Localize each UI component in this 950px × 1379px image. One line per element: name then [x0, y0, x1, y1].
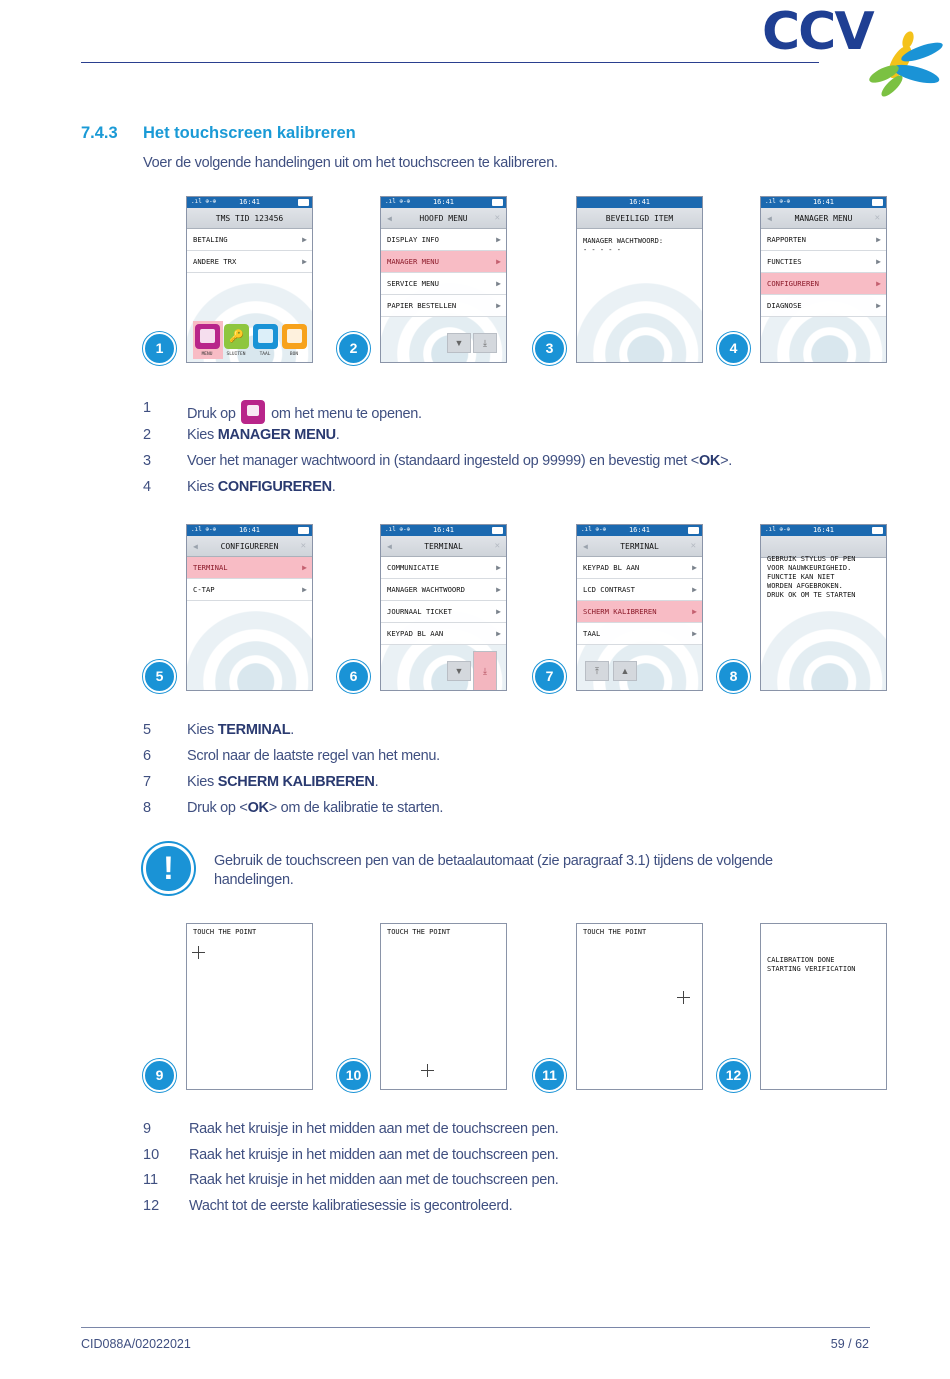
menu-row[interactable]: KEYPAD BL AAN ▶: [381, 623, 506, 645]
app-label: SLUITEN: [226, 352, 246, 357]
step-number: 1: [143, 400, 152, 416]
terminal-screen-8: [760, 524, 887, 691]
status-bar: .ıl ⊕-⊕ 16:41: [577, 525, 702, 536]
menu-row[interactable]: RAPPORTEN ▶: [761, 229, 886, 251]
menu-row[interactable]: DIAGNOSE ▶: [761, 295, 886, 317]
crosshair-icon[interactable]: [677, 991, 690, 1004]
step-badge: 10: [337, 1059, 370, 1092]
scroll-top-icon[interactable]: ⤒: [585, 661, 609, 681]
step-number: 12: [143, 1198, 160, 1214]
close-icon: ✕: [494, 213, 500, 223]
battery-icon: [872, 527, 883, 534]
flag-app-icon[interactable]: [253, 324, 278, 349]
arrow-right-icon: ▶: [496, 629, 501, 638]
calibration-prompt: TOUCH THE POINT: [583, 928, 647, 936]
step-text: Kies CONFIGUREREN.: [187, 479, 336, 495]
terminal-screen-6: [380, 524, 507, 691]
step-badge: 1: [143, 332, 176, 365]
arrow-right-icon: ▶: [302, 257, 307, 266]
key-app-icon[interactable]: 🔑: [224, 324, 249, 349]
app-label: TAAL: [259, 352, 271, 357]
screen-title: ◀ CONFIGUREREN ✕: [187, 536, 312, 557]
battery-icon: [492, 527, 503, 534]
crosshair-icon[interactable]: [192, 946, 205, 959]
status-bar: .ıl ⊕-⊕ 16:41: [761, 197, 886, 208]
crosshair-icon[interactable]: [421, 1064, 434, 1077]
battery-icon: [298, 527, 309, 534]
step-badge: 7: [533, 660, 566, 693]
battery-icon: [872, 199, 883, 206]
scroll-down-icon[interactable]: ▼: [447, 661, 471, 681]
intro-text: Voer de volgende handelingen uit om het touchscreen te kalibreren.: [143, 155, 558, 171]
menu-row[interactable]: KEYPAD BL AAN ▶: [577, 557, 702, 579]
arrow-right-icon: ▶: [496, 563, 501, 572]
step-badge: 6: [337, 660, 370, 693]
arrow-right-icon: ▶: [692, 629, 697, 638]
menu-row-selected[interactable]: MANAGER MENU ▶: [381, 251, 506, 273]
step-number: 7: [143, 774, 152, 790]
arrow-right-icon: ▶: [302, 563, 307, 572]
document-id: CID088A/02022021: [81, 1337, 191, 1351]
step-number: 8: [143, 800, 152, 816]
step-number: 2: [143, 427, 152, 443]
logo-flower-icon: [840, 22, 950, 97]
password-field[interactable]: - - - - -: [583, 246, 621, 254]
close-icon: ✕: [300, 541, 306, 551]
back-icon: ◀: [583, 542, 588, 551]
section-title: Het touchscreen kalibreren: [143, 124, 356, 142]
status-bar: .ıl ⊕-⊕ 16:41: [187, 197, 312, 208]
step-number: 10: [143, 1147, 160, 1163]
status-bar: .ıl ⊕-⊕ 16:41: [187, 525, 312, 536]
battery-icon: [492, 199, 503, 206]
note-text: Gebruik de touchscreen pen van de betaalautomaat (zie paragraaf 3.1) tijdens de volgende handelingen.: [214, 853, 773, 888]
back-icon: ◀: [767, 214, 772, 223]
arrow-right-icon: ▶: [496, 585, 501, 594]
menu-row[interactable]: C-TAP ▶: [187, 579, 312, 601]
back-icon: ◀: [387, 214, 392, 223]
menu-row[interactable]: SERVICE MENU ▶: [381, 273, 506, 295]
arrow-right-icon: ▶: [876, 235, 881, 244]
app-label: BON: [289, 352, 299, 357]
step-text: Scrol naar de laatste regel van het menu.: [187, 748, 440, 764]
step-badge: 11: [533, 1059, 566, 1092]
menu-row[interactable]: BETALING ▶: [187, 229, 312, 251]
arrow-right-icon: ▶: [496, 257, 501, 266]
footer-rule: [81, 1327, 870, 1328]
status-bar: .ıl ⊕-⊕ 16:41: [381, 525, 506, 536]
step-number: 5: [143, 722, 152, 738]
arrow-right-icon: ▶: [876, 257, 881, 266]
arrow-right-icon: ▶: [876, 301, 881, 310]
step-badge: 4: [717, 332, 750, 365]
menu-row[interactable]: COMMUNICATIE ▶: [381, 557, 506, 579]
step-text: Druk op om het menu te openen.: [187, 400, 422, 424]
step-number: 11: [143, 1172, 159, 1188]
terminal-screen-2: [380, 196, 507, 363]
arrow-right-icon: ▶: [876, 279, 881, 288]
menu-row[interactable]: JOURNAAL TICKET ▶: [381, 601, 506, 623]
menu-app-icon[interactable]: [195, 324, 220, 349]
calibration-screen-11: [576, 923, 703, 1090]
app-label: MENU: [201, 352, 213, 357]
step-text: Kies TERMINAL.: [187, 722, 294, 738]
arrow-right-icon: ▶: [496, 607, 501, 616]
step-badge: 8: [717, 660, 750, 693]
arrow-right-icon: ▶: [496, 235, 501, 244]
calibration-screen-9: [186, 923, 313, 1090]
step-text: Raak het kruisje in het midden aan met de touchscreen pen.: [189, 1147, 559, 1163]
step-text: Raak het kruisje in het midden aan met de touchscreen pen.: [189, 1121, 559, 1137]
printer-app-icon[interactable]: [282, 324, 307, 349]
menu-row[interactable]: DISPLAY INFO ▶: [381, 229, 506, 251]
arrow-right-icon: ▶: [496, 279, 501, 288]
step-text: Wacht tot de eerste kalibratiesessie is gecontroleerd.: [189, 1198, 513, 1214]
logo-text: CCV: [762, 2, 873, 62]
menu-row[interactable]: FUNCTIES ▶: [761, 251, 886, 273]
battery-icon: [298, 199, 309, 206]
menu-row[interactable]: LCD CONTRAST ▶: [577, 579, 702, 601]
calibration-prompt: TOUCH THE POINT: [387, 928, 451, 936]
scroll-down-icon[interactable]: ▼: [447, 333, 471, 353]
scroll-up-icon[interactable]: ▲: [613, 661, 637, 681]
terminal-screen-1: [186, 196, 313, 363]
back-icon: ◀: [193, 542, 198, 551]
status-bar: 16:41: [577, 197, 702, 208]
close-icon: ✕: [690, 541, 696, 551]
step-badge: 5: [143, 660, 176, 693]
warning-icon: !: [143, 843, 194, 894]
close-icon: ✕: [874, 213, 880, 223]
arrow-right-icon: ▶: [302, 235, 307, 244]
arrow-right-icon: ▶: [692, 585, 697, 594]
scroll-end-icon[interactable]: ⤓: [473, 651, 497, 691]
status-bar: .ıl ⊕-⊕ 16:41: [381, 197, 506, 208]
step-number: 6: [143, 748, 152, 764]
terminal-screen-7: [576, 524, 703, 691]
close-icon: ✕: [494, 541, 500, 551]
terminal-screen-4: [760, 196, 887, 363]
scroll-end-icon[interactable]: ⤓: [473, 333, 497, 353]
screen-title: ◀ HOOFD MENU ✕: [381, 208, 506, 229]
step-text: Kies SCHERM KALIBREREN.: [187, 774, 379, 790]
page-number: 59 / 62: [830, 1337, 869, 1351]
menu-row-selected[interactable]: CONFIGUREREN ▶: [761, 273, 886, 295]
arrow-right-icon: ▶: [302, 585, 307, 594]
screen-title: ◀ TERMINAL ✕: [381, 536, 506, 557]
menu-row[interactable]: ANDERE TRX ▶: [187, 251, 312, 273]
step-text: Raak het kruisje in het midden aan met de touchscreen pen.: [189, 1172, 559, 1188]
menu-row[interactable]: MANAGER WACHTWOORD ▶: [381, 579, 506, 601]
header-rule: [81, 62, 819, 63]
calibration-screen-10: [380, 923, 507, 1090]
terminal-screen-3: [576, 196, 703, 363]
menu-row[interactable]: PAPIER BESTELLEN ▶: [381, 295, 506, 317]
step-number: 3: [143, 453, 152, 469]
step-number: 9: [143, 1121, 152, 1137]
screen-title: ◀ TERMINAL ✕: [577, 536, 702, 557]
menu-row-selected[interactable]: SCHERM KALIBREREN ▶: [577, 601, 702, 623]
ccv-logo: [762, 2, 947, 94]
step-badge: 3: [533, 332, 566, 365]
password-prompt: MANAGER WACHTWOORD: - - - - -: [577, 229, 702, 261]
back-icon: ◀: [387, 542, 392, 551]
menu-row-selected[interactable]: TERMINAL ▶: [187, 557, 312, 579]
step-badge: 2: [337, 332, 370, 365]
step-badge: 9: [143, 1059, 176, 1092]
status-bar: .ıl ⊕-⊕ 16:41: [761, 525, 886, 536]
section-number: 7.4.3: [81, 124, 118, 142]
arrow-right-icon: ▶: [692, 607, 697, 616]
arrow-right-icon: ▶: [496, 301, 501, 310]
calibration-done-message: CALIBRATION DONE STARTING VERIFICATION: [767, 956, 856, 973]
screen-title: TMS TID 123456: [187, 208, 312, 229]
arrow-right-icon: ▶: [692, 563, 697, 572]
terminal-screen-5: [186, 524, 313, 691]
calibration-screen-12: [760, 923, 887, 1090]
instruction-message: GEBRUIK STYLUS OF PEN VOOR NAUWKEURIGHEID. FUNCTIE KAN NIET WORDEN AFGEBROKEN. DRUK OK OM TE STARTEN: [767, 555, 856, 599]
step-number: 4: [143, 479, 152, 495]
screen-title: ◀ MANAGER MENU ✕: [761, 208, 886, 229]
step-badge: 12: [717, 1059, 750, 1092]
step-text: Voer het manager wachtwoord in (standaard ingesteld op 99999) en bevestig met <OK>.: [187, 453, 732, 469]
battery-icon: [688, 527, 699, 534]
step-text: Kies MANAGER MENU.: [187, 427, 340, 443]
calibration-prompt: TOUCH THE POINT: [193, 928, 257, 936]
step-text: Druk op <OK> om de kalibratie te starten.: [187, 800, 444, 816]
screen-title: BEVEILIGD ITEM: [577, 208, 702, 229]
menu-row[interactable]: TAAL ▶: [577, 623, 702, 645]
menu-icon: [241, 400, 265, 424]
